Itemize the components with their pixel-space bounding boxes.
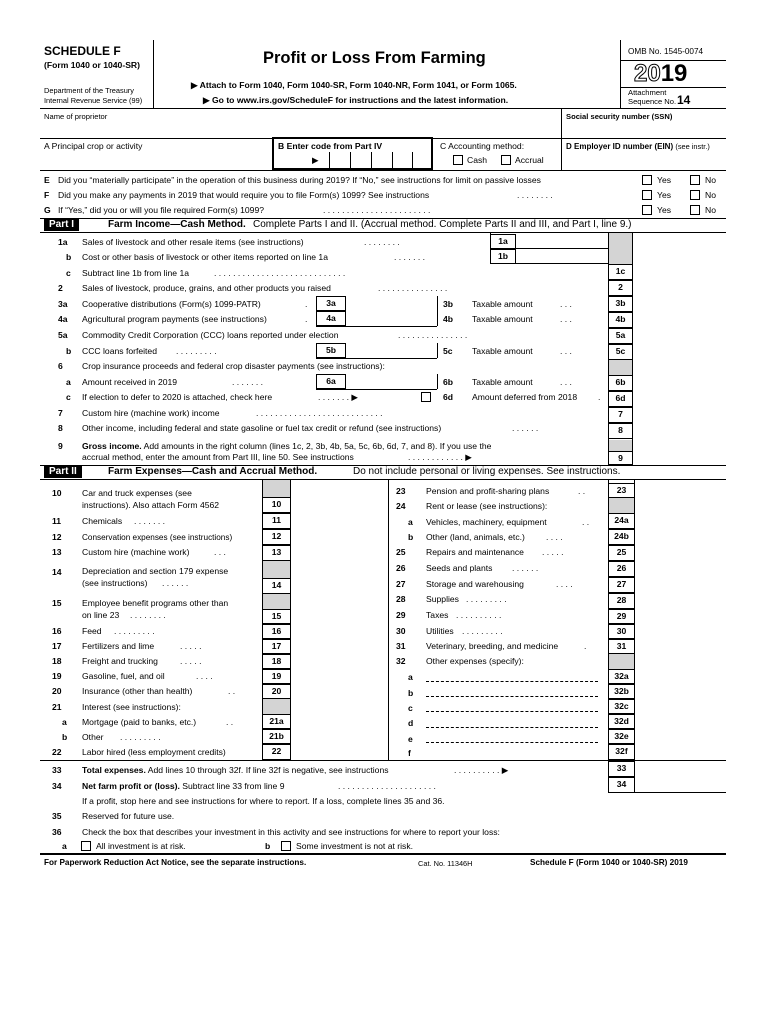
line-30-dots: . . . . . . . . . <box>462 626 503 636</box>
line-32d-box: 32d <box>608 714 635 729</box>
footer-form-ref: Schedule F (Form 1040 or 1040-SR) 2019 <box>530 858 688 867</box>
line-35-num: 35 <box>52 811 62 821</box>
line-12-box: 12 <box>262 529 291 545</box>
accrual-checkbox[interactable] <box>501 155 511 165</box>
line-29-dots: . . . . . . . . . . <box>456 610 502 620</box>
line-34-text <box>82 781 285 792</box>
year-suffix: 19 <box>660 60 688 87</box>
question-g-no-label: No <box>705 205 716 215</box>
paperwork-notice: For Paperwork Reduction Act Notice, see the separate instructions. <box>44 858 307 867</box>
ein-label <box>566 141 710 152</box>
line-3a-num: 3a <box>58 299 68 309</box>
line-29-text: Taxes <box>426 610 449 620</box>
line-7-box: 7 <box>608 407 633 423</box>
question-f-no-checkbox[interactable] <box>690 190 700 200</box>
line-6a-num: a <box>66 377 71 387</box>
line-32d-description[interactable] <box>426 727 598 728</box>
part2-label: Part II <box>44 465 82 478</box>
totals-amount-column[interactable] <box>635 761 726 793</box>
line-13-box: 13 <box>262 545 291 561</box>
line-23-box: 23 <box>608 483 635 498</box>
line-10-box: 10 <box>262 497 291 513</box>
line-34-box: 34 <box>608 777 635 793</box>
line-33-rest: Add lines 10 through 32f. If line 32f is negative, see instructions <box>145 765 389 775</box>
line-4a-text: Agricultural program payments (see instructions) <box>82 314 267 324</box>
line-30-box: 30 <box>608 624 635 639</box>
line-16-box: 16 <box>262 624 291 639</box>
line-33-bold: Total expenses. <box>82 765 146 775</box>
line-12-text: Conservation expenses (see instructions) <box>82 533 233 542</box>
some-not-at-risk-label: Some investment is not at risk. <box>296 841 414 851</box>
line-1c-dots: . . . . . . . . . . . . . . . . . . . . . . . . . . . . <box>214 268 346 278</box>
line-11-num: 11 <box>52 516 62 526</box>
question-f-dots: . . . . . . . . <box>517 190 553 200</box>
line-6-num: 6 <box>58 361 63 371</box>
line-8-num: 8 <box>58 423 63 433</box>
part1-label: Part I <box>44 218 79 231</box>
line-5c-dots: . . . <box>560 346 572 356</box>
line-1c-num: c <box>66 268 71 278</box>
line-32f-num: f <box>408 748 411 758</box>
part1-subtitle: Complete Parts I and II. (Accrual method. Complete Parts II and III, and Part I, line 9.) <box>253 219 632 230</box>
line-21b-box: 21b <box>262 729 291 744</box>
line-32b-num: b <box>408 688 414 698</box>
line-34-rest: Subtract line 33 from line 9 <box>179 781 285 791</box>
line-6d-text: Amount deferred from 2018 <box>472 392 578 402</box>
line-10-num: 10 <box>52 488 62 498</box>
line-32b-description[interactable] <box>426 696 598 697</box>
line-32c-num: c <box>408 703 413 713</box>
line-15-num: 15 <box>52 598 62 608</box>
line-14-box: 14 <box>262 578 291 594</box>
line-33-num: 33 <box>52 765 62 775</box>
line-24-text: Rent or lease (see instructions): <box>426 501 548 511</box>
line-9-bold: Gross income. <box>82 441 142 451</box>
line-21a-text: Mortgage (paid to banks, etc.) <box>82 717 197 727</box>
line-25-text: Repairs and maintenance <box>426 547 524 557</box>
form-ref: (Form 1040 or 1040-SR) <box>44 60 140 70</box>
line-14-dots: . . . . . . <box>162 578 189 588</box>
line-32a-box: 32a <box>608 669 635 684</box>
question-e-no-checkbox[interactable] <box>690 175 700 185</box>
ssn-label: Social security number (SSN) <box>566 112 673 121</box>
line-1a-num: 1a <box>58 237 68 247</box>
line-6d-dots: . <box>598 392 601 402</box>
all-at-risk-label: All investment is at risk. <box>96 841 186 851</box>
accounting-method-label: C Accounting method: <box>440 141 525 151</box>
line-34-bold: Net farm profit or (loss). <box>82 781 180 791</box>
line-34-dots: . . . . . . . . . . . . . . . . . . . . . <box>338 781 436 791</box>
proprietor-name-label: Name of proprietor <box>44 112 108 121</box>
part2-right-amount-column[interactable] <box>635 479 726 760</box>
line-2-box: 2 <box>608 280 633 296</box>
line-6d-num: 6d <box>443 392 454 402</box>
principal-crop-field[interactable] <box>44 153 268 169</box>
principal-crop-label: A Principal crop or activity <box>44 141 143 151</box>
line-13-text: Custom hire (machine work) <box>82 547 190 557</box>
question-g-yes-checkbox[interactable] <box>642 205 652 215</box>
line-1b-box: 1b <box>490 249 516 264</box>
question-f-yes-checkbox[interactable] <box>642 190 652 200</box>
line-21b-text: Other <box>82 732 104 742</box>
line-1a-box: 1a <box>490 234 516 249</box>
line-34-note: If a profit, stop here and see instructions for where to report. If a loss, complete lines 35 and 36. <box>82 796 445 806</box>
line-22-box: 22 <box>262 744 291 760</box>
cash-label: Cash <box>467 155 488 165</box>
line-28-text: Supplies <box>426 594 459 604</box>
line-6c-num: c <box>66 392 71 402</box>
question-g-no-checkbox[interactable] <box>690 205 700 215</box>
line-17-num: 17 <box>52 641 62 651</box>
question-g-dots: . . . . . . . . . . . . . . . . . . . . . . . <box>323 205 431 215</box>
line-6b-box: 6b <box>608 375 633 391</box>
line-29-num: 29 <box>396 610 406 620</box>
line-32e-description[interactable] <box>426 742 598 743</box>
line-3b-num: 3b <box>443 299 454 309</box>
line-33-box: 33 <box>608 761 635 777</box>
line-6d-box: 6d <box>608 391 633 407</box>
cash-checkbox[interactable] <box>453 155 463 165</box>
line-19-dots: . . . . <box>196 671 213 681</box>
line-27-num: 27 <box>396 579 406 589</box>
line-3a-text: Cooperative distributions (Form(s) 1099-PATR) <box>82 299 261 309</box>
line-36a-letter: a <box>62 841 67 851</box>
line-19-box: 19 <box>262 669 291 684</box>
form-title: Profit or Loss From Farming <box>263 49 486 67</box>
line-1b-amount[interactable] <box>516 249 608 264</box>
sequence-number: 14 <box>677 93 691 107</box>
question-f-letter: F <box>44 190 50 200</box>
line-2-num: 2 <box>58 283 63 293</box>
line-3b-dots: . . . <box>560 299 572 309</box>
line-17-box: 17 <box>262 639 291 654</box>
line-36-text: Check the box that describes your investment in this activity and see instructions for where to report your loss: <box>82 827 500 837</box>
line-24a-dots: . . <box>582 517 590 527</box>
line-6c-text: If election to defer to 2020 is attached, check here <box>82 392 273 402</box>
accrual-label: Accrual <box>515 155 544 165</box>
line-21b-num: b <box>62 732 68 742</box>
line-7-num: 7 <box>58 408 63 418</box>
line-27-text: Storage and warehousing <box>426 579 524 589</box>
line-22-text: Labor hired (less employment credits) <box>82 747 226 757</box>
line-15-box: 15 <box>262 609 291 624</box>
line-5a-dots: . . . . . . . . . . . . . . . <box>398 330 468 340</box>
line-24-num: 24 <box>396 501 406 511</box>
line-10-text2: instructions). Also attach Form 4562 <box>82 500 220 510</box>
line-20-box: 20 <box>262 684 291 699</box>
line-32-num: 32 <box>396 656 406 666</box>
line-17-text: Fertilizers and lime <box>82 641 155 651</box>
activity-code-arrow: ▶ <box>312 155 319 165</box>
line-4b-num: 4b <box>443 314 454 324</box>
line-1b-text: Cost or other basis of livestock or other items reported on line 1a <box>82 252 328 262</box>
line-18-num: 18 <box>52 656 62 666</box>
line-19-num: 19 <box>52 671 62 681</box>
line-30-num: 30 <box>396 626 406 636</box>
line-5c-box: 5c <box>608 344 633 360</box>
line-36-num: 36 <box>52 827 62 837</box>
line-1b-num: b <box>66 252 72 262</box>
line-32c-description[interactable] <box>426 711 598 712</box>
line-6a-box: 6a <box>316 374 346 389</box>
line-32e-num: e <box>408 734 413 744</box>
some-not-at-risk-checkbox[interactable] <box>281 841 291 851</box>
line-16-text: Feed <box>82 626 102 636</box>
question-e-text: Did you “materially participate” in the operation of this business during 2019? If “No,” see instructions for limit on passive losses <box>58 175 541 185</box>
line-32d-num: d <box>408 718 414 728</box>
line-15-text2: on line 23 <box>82 610 120 620</box>
line-15-text: Employee benefit programs other than <box>82 598 229 608</box>
line-31-box: 31 <box>608 639 635 654</box>
line-14-text2: (see instructions) <box>82 578 148 588</box>
dept-line2: Internal Revenue Service (99) <box>44 96 143 105</box>
line-25-box: 25 <box>608 545 635 561</box>
attach-instruction: ▶ Attach to Form 1040, Form 1040-SR, Form 1040-NR, Form 1041, or Form 1065. <box>191 80 517 90</box>
line-6b-num: 6b <box>443 377 454 387</box>
line-10-text: Car and truck expenses (see <box>82 488 192 498</box>
line-3b-box: 3b <box>608 296 633 312</box>
line-14-text: Depreciation and section 179 expense <box>82 566 229 576</box>
line-19-text: Gasoline, fuel, and oil <box>82 671 165 681</box>
question-g-letter: G <box>44 205 51 215</box>
line-24b-dots: . . . . <box>546 532 563 542</box>
line-5a-box: 5a <box>608 328 633 344</box>
year-prefix: 20 <box>634 60 661 87</box>
line-14-num: 14 <box>52 567 62 577</box>
line-30-text: Utilities <box>426 626 454 636</box>
line-1c-box: 1c <box>608 264 633 280</box>
line-4a-box: 4a <box>316 311 346 326</box>
line-5b-text: CCC loans forfeited <box>82 346 157 356</box>
line-13-dots: . . . <box>214 547 226 557</box>
line-6a-dots: . . . . . . . <box>232 377 264 387</box>
line-24b-num: b <box>408 532 414 542</box>
line-31-text: Veterinary, breeding, and medicine <box>426 641 559 651</box>
ein-note: (see instr.) <box>675 142 710 151</box>
line-32-text: Other expenses (specify): <box>426 656 524 666</box>
line-8-dots: . . . . . . <box>512 423 539 433</box>
line-5b-dots: . . . . . . . . . <box>176 346 217 356</box>
line-9-text-rest: Add amounts in the right column (lines 1c, 2, 3b, 4b, 5a, 5c, 6b, 6d, 7, and 8). If you use the <box>141 441 492 451</box>
line-20-dots: . . <box>228 686 236 696</box>
line-18-box: 18 <box>262 654 291 669</box>
part2-title: Farm Expenses—Cash and Accrual Method. <box>108 466 318 477</box>
line-31-dots: . <box>584 641 587 651</box>
line-25-dots: . . . . . <box>542 547 564 557</box>
question-e-yes-checkbox[interactable] <box>642 175 652 185</box>
sequence-label: Sequence No. <box>628 97 677 106</box>
line-32a-num: a <box>408 672 413 682</box>
part1-title: Farm Income—Cash Method. <box>108 219 246 230</box>
line-22-num: 22 <box>52 747 62 757</box>
goto-instruction: ▶ Go to www.irs.gov/ScheduleF for instructions and the latest information. <box>203 95 509 105</box>
line-1a-text: Sales of livestock and other resale items (see instructions) <box>82 237 304 247</box>
question-f-no-label: No <box>705 190 716 200</box>
tax-year <box>634 61 687 87</box>
line-7-text: Custom hire (machine work) income <box>82 408 220 418</box>
line-3b-text: Taxable amount <box>472 299 533 309</box>
line-32f-box: 32f <box>608 744 635 760</box>
line-20-num: 20 <box>52 686 62 696</box>
line-4b-text: Taxable amount <box>472 314 533 324</box>
line-21-text: Interest (see instructions): <box>82 702 181 712</box>
line-9-dots: . . . . . . . . . . . . ▶ <box>408 452 472 462</box>
line-7-dots: . . . . . . . . . . . . . . . . . . . . . . . . . . . <box>256 408 383 418</box>
line-16-num: 16 <box>52 626 62 636</box>
line-6c-checkbox[interactable] <box>421 392 431 402</box>
line-9-box: 9 <box>608 451 633 465</box>
line-5a-num: 5a <box>58 330 68 340</box>
line-26-text: Seeds and plants <box>426 563 493 573</box>
line-25-num: 25 <box>396 547 406 557</box>
line-6c-dots: . . . . . . . ▶ <box>318 392 359 402</box>
line-8-box: 8 <box>608 423 633 439</box>
line-35-text: Reserved for future use. <box>82 811 175 821</box>
question-e-yes-label: Yes <box>657 175 672 185</box>
line-1c-text: Subtract line 1b from line 1a <box>82 268 190 278</box>
line-24a-box: 24a <box>608 513 635 529</box>
line-3a-box: 3a <box>316 296 346 311</box>
line-6a-text: Amount received in 2019 <box>82 377 178 387</box>
line-9-text <box>82 441 491 452</box>
question-g-yes-label: Yes <box>657 205 672 215</box>
line-20-text: Insurance (other than health) <box>82 686 193 696</box>
line-26-box: 26 <box>608 561 635 577</box>
line-26-dots: . . . . . . <box>512 563 539 573</box>
line-21a-dots: . . <box>226 717 234 727</box>
line-4b-dots: . . . <box>560 314 572 324</box>
proprietor-name-field[interactable] <box>44 121 558 137</box>
line-32b-box: 32b <box>608 684 635 699</box>
schedule-label: SCHEDULE F <box>44 44 121 58</box>
line-3a-dots: . <box>305 299 308 309</box>
line-6b-text: Taxable amount <box>472 377 533 387</box>
line-2-text: Sales of livestock, produce, grains, and other products you raised <box>82 283 331 293</box>
line-32c-box: 32c <box>608 699 635 714</box>
ssn-field[interactable] <box>566 121 726 137</box>
line-9-num: 9 <box>58 441 63 451</box>
line-24a-text: Vehicles, machinery, equipment <box>426 517 547 527</box>
line-4b-box: 4b <box>608 312 633 328</box>
line-33-text <box>82 765 389 776</box>
line-5c-text: Taxable amount <box>472 346 533 356</box>
line-26-num: 26 <box>396 563 406 573</box>
line-5c-num: 5c <box>443 346 453 356</box>
line-21a-num: a <box>62 717 67 727</box>
line-24a-num: a <box>408 517 413 527</box>
question-e-no-label: No <box>705 175 716 185</box>
line-2-dots: . . . . . . . . . . . . . . . <box>378 283 448 293</box>
line-4a-num: 4a <box>58 314 68 324</box>
line-18-dots: . . . . . <box>180 656 202 666</box>
ein-field[interactable] <box>566 153 726 169</box>
line-6-text: Crop insurance proceeds and federal crop disaster payments (see instructions): <box>82 361 385 371</box>
part1-amount-column[interactable] <box>633 232 726 465</box>
line-17-dots: . . . . . <box>180 641 202 651</box>
line-21a-box: 21a <box>262 714 291 729</box>
line-9-text2: accrual method, enter the amount from Part III, line 50. See instructions <box>82 452 354 462</box>
omb-number: OMB No. 1545-0074 <box>628 47 704 56</box>
line-29-box: 29 <box>608 609 635 624</box>
line-13-num: 13 <box>52 547 62 557</box>
question-e-letter: E <box>44 175 50 185</box>
line-23-num: 23 <box>396 486 406 496</box>
line-33-dots: . . . . . . . . . . ▶ <box>454 765 509 775</box>
line-34-num: 34 <box>52 781 62 791</box>
line-6b-dots: . . . <box>560 377 572 387</box>
line-4a-dots: . <box>305 314 308 324</box>
all-at-risk-checkbox[interactable] <box>81 841 91 851</box>
line-15-dots: . . . . . . . . <box>130 610 166 620</box>
line-23-text: Pension and profit-sharing plans <box>426 486 550 496</box>
line-27-dots: . . . . <box>556 579 573 589</box>
line-27-box: 27 <box>608 577 635 593</box>
catalog-number: Cat. No. 11346H <box>418 859 473 868</box>
line-1a-dots: . . . . . . . . <box>364 237 400 247</box>
line-5b-num: b <box>66 346 72 356</box>
line-23-dots: . . <box>578 486 586 496</box>
line-12-num: 12 <box>52 532 62 542</box>
line-1a-amount[interactable] <box>516 234 608 249</box>
line-28-dots: . . . . . . . . . <box>466 594 507 604</box>
line-11-dots: . . . . . . . <box>134 516 166 526</box>
line-24b-text: Other (land, animals, etc.) <box>426 532 525 542</box>
question-f-text: Did you make any payments in 2019 that would require you to file Form(s) 1099? See instructions <box>58 190 430 200</box>
line-11-box: 11 <box>262 513 291 529</box>
line-18-text: Freight and trucking <box>82 656 158 666</box>
line-5a-text: Commodity Credit Corporation (CCC) loans reported under election <box>82 330 339 340</box>
line-31-num: 31 <box>396 641 406 651</box>
line-32e-box: 32e <box>608 729 635 744</box>
dept-line1: Department of the Treasury <box>44 86 134 95</box>
line-24b-box: 24b <box>608 529 635 545</box>
line-28-num: 28 <box>396 594 406 604</box>
question-g-text: If “Yes,” did you or will you file required Form(s) 1099? <box>58 205 265 215</box>
line-16-dots: . . . . . . . . . <box>114 626 155 636</box>
part2-subtitle: Do not include personal or living expenses. See instructions. <box>353 466 621 477</box>
question-f-yes-label: Yes <box>657 190 672 200</box>
line-11-text: Chemicals <box>82 516 123 526</box>
line-5b-box: 5b <box>316 343 346 358</box>
activity-code-label: B Enter code from Part IV <box>278 141 383 151</box>
line-28-box: 28 <box>608 593 635 609</box>
line-32a-description[interactable] <box>426 681 598 682</box>
line-8-text: Other income, including federal and state gasoline or fuel tax credit or refund (see instructions) <box>82 423 442 433</box>
line-36b-letter: b <box>265 841 271 851</box>
line-21b-dots: . . . . . . . . . <box>120 732 161 742</box>
line-1b-dots: . . . . . . . <box>394 252 426 262</box>
attachment-label: Attachment <box>628 88 667 97</box>
line-21-num: 21 <box>52 702 62 712</box>
part2-left-amount-column[interactable] <box>291 497 387 760</box>
ein-label-text: D Employer ID number (EIN) <box>566 142 674 151</box>
